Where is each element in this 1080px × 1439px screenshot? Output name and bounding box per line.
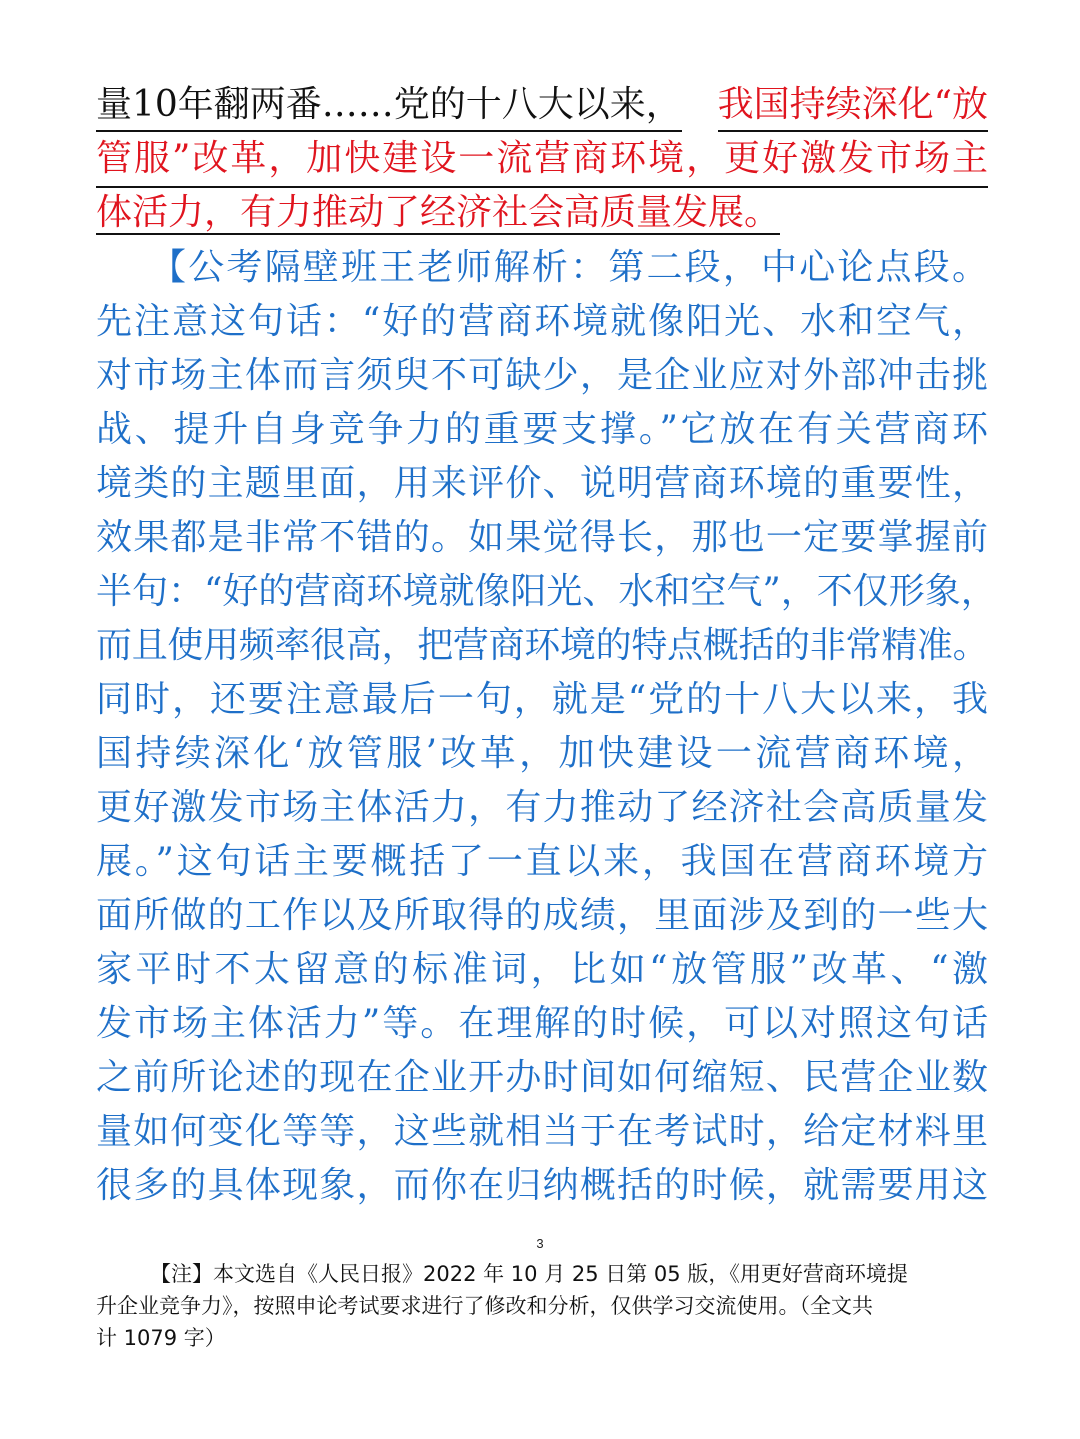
analysis-line: 国持续深化‘放管服’改革，加快建设一流营商环境， xyxy=(96,733,988,774)
analysis-line: 量如何变化等等，这些就相当于在考试时，给定材料里 xyxy=(96,1111,988,1152)
analysis-line: 发市场主体活力”等。在理解的时候，可以对照这句话 xyxy=(96,1003,988,1044)
analysis-line: 展。”这句话主要概括了一直以来，我国在营商环境方 xyxy=(96,841,988,882)
analysis-line: 对市场主体而言须臾不可缺少，是企业应对外部冲击挑 xyxy=(96,355,988,396)
analysis-line: 效果都是非常不错的。如果觉得长，那也一定要掌握前 xyxy=(96,517,988,558)
footnote-line-2: 升企业竞争力》，按照申论考试要求进行了修改和分析，仅供学习交流使用。（全文共 xyxy=(96,1294,873,1318)
analysis-line: 战、提升自身竞争力的重要支撑。”它放在有关营商环 xyxy=(96,409,988,450)
analysis-line: 之前所论述的现在企业开办时间如何缩短、民营企业数 xyxy=(96,1057,988,1098)
intro-text-red-start: 我国持续深化“放 xyxy=(718,78,988,132)
page-number: 3 xyxy=(536,1236,544,1251)
intro-line-3 xyxy=(96,186,988,240)
analysis-line: 而且使用频率很高，把营商环境的特点概括的非常精准。 xyxy=(96,625,988,666)
footnote-line-3: 计 1079 字） xyxy=(96,1326,226,1350)
analysis-line: 先注意这句话：“好的营商环境就像阳光、水和空气， xyxy=(96,301,988,342)
analysis-line: 同时，还要注意最后一句，就是“党的十八大以来，我 xyxy=(96,679,988,720)
analysis-line: 更好激发市场主体活力，有力推动了经济社会高质量发 xyxy=(96,787,988,828)
analysis-line: 【公考隔壁班王老师解析：第二段，中心论点段。 xyxy=(150,247,988,288)
intro-text-red-middle: 管服”改革，加快建设一流营商环境，更好激发市场主 xyxy=(96,132,988,188)
analysis-line: 很多的具体现象，而你在归纳概括的时候，就需要用这 xyxy=(96,1165,988,1206)
intro-line-1 xyxy=(96,78,988,132)
footnote-line-1: 【注】本文选自《人民日报》2022 年 10 月 25 日第 05 版，《用更好营商环境提 xyxy=(150,1262,908,1286)
analysis-line: 半句：“好的营商环境就像阳光、水和空气”，不仅形象， xyxy=(96,571,997,612)
analysis-line: 境类的主题里面，用来评价、说明营商环境的重要性， xyxy=(96,463,988,504)
intro-line-2 xyxy=(96,132,988,186)
intro-text-black: 量10年翻两番……党的十八大以来， xyxy=(96,78,682,132)
intro-text-red-end: 体活力，有力推动了经济社会高质量发展。 xyxy=(96,192,781,233)
analysis-line: 家平时不太留意的标准词，比如“放管服”改革、“激 xyxy=(96,949,988,990)
analysis-line: 面所做的工作以及所取得的成绩，里面涉及到的一些大 xyxy=(96,895,988,936)
